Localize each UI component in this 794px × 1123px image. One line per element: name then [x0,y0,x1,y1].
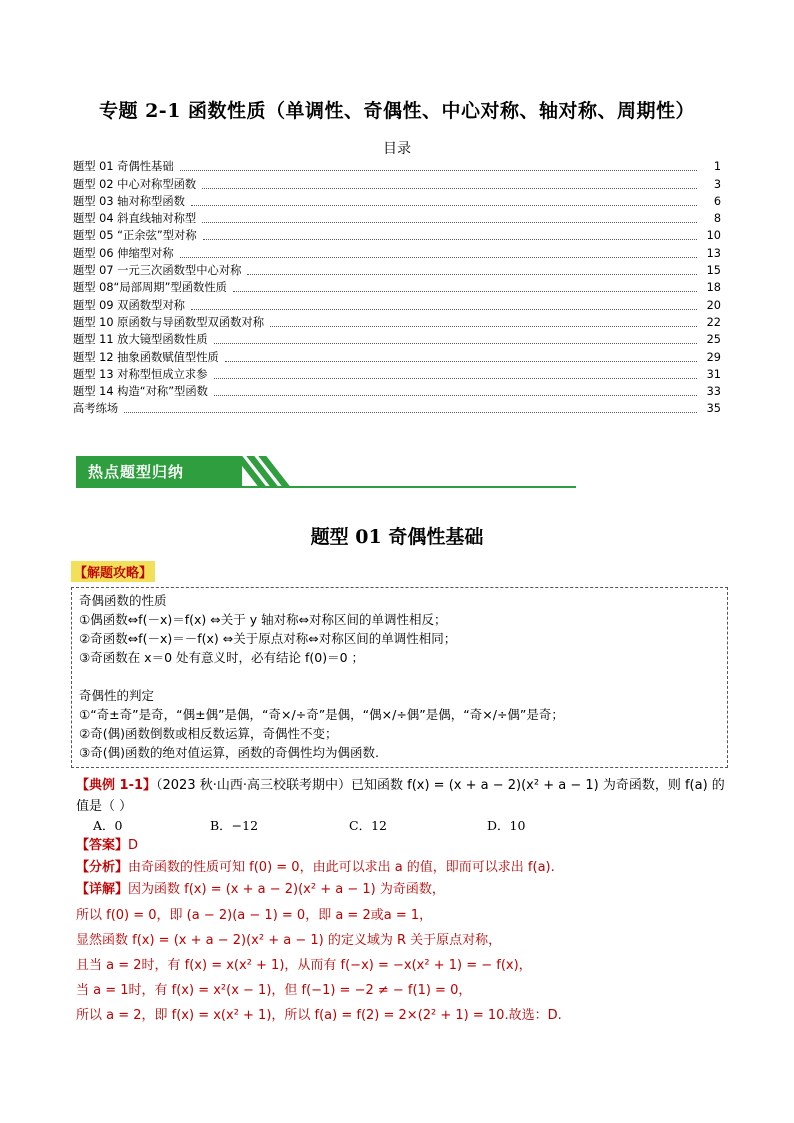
toc-entry-page: 10 [706,229,721,243]
toc-entry-page: 25 [706,333,721,347]
choice-a[interactable]: A．0 [93,818,123,833]
toc-entry-page: 3 [713,177,721,191]
toc-leader-dots [203,239,697,240]
toc-entry[interactable] [73,193,721,210]
toc-entry-label: 题型 02 中心对称型函数 [73,177,197,191]
toc-entry[interactable] [73,400,721,417]
toc-leader-dots [202,188,697,189]
toc-entry-label: 题型 11 放大镜型函数性质 [73,333,208,347]
toc-entry[interactable] [73,383,721,400]
toc-heading: 目录 [383,141,411,157]
toc-entry-page: 8 [713,212,721,226]
toc-leader-dots [270,326,697,327]
toc-entry-page: 31 [706,367,721,381]
toc-entry-label: 题型 14 构造“对称”型函数 [73,385,208,399]
toc-entry-label: 题型 03 轴对称型函数 [73,194,185,208]
toc-leader-dots [214,378,697,379]
toc-leader-dots [233,291,697,292]
section-banner [76,456,576,488]
example-source: （2023 秋·山西·高三校联考期中） [156,778,351,793]
section-title: 题型 01 奇偶性基础 [310,526,484,548]
box-line: 奇偶性的判定 [79,688,155,703]
answer-line [76,834,138,853]
toc-entry-page: 6 [713,194,721,208]
detail-line: 显然函数 f(x) = (x + a − 2)(x² + a − 1) 的定义域为 R 关于原点对称， [76,933,502,948]
toc-entry[interactable] [73,210,721,227]
box-line: ①偶函数⇔f(－x)＝f(x) ⇔关于 y 轴对称⇔对称区间的单调性相反； [79,612,447,627]
detail-line: 所以 a = 2，即 f(x) = x(x² + 1)，所以 f(a) = f(2) = 2×(2² + 1) = 10.故选：D. [76,1008,562,1023]
toc-entry-page: 29 [706,350,721,364]
example-stem-line [76,774,725,793]
banner-underline [76,486,576,488]
strategy-box [71,587,728,768]
example-stem-line-2: 值是（ ） [76,799,133,814]
toc-entry[interactable] [73,262,721,279]
box-line: ②奇(偶)函数倒数或相反数运算，奇偶性不变； [79,726,338,741]
box-line: ③奇(偶)函数的绝对值运算，函数的奇偶性均为偶函数. [79,745,379,760]
table-of-contents [73,158,721,417]
toc-leader-dots [247,274,697,275]
banner-text: 热点题型归纳 [88,463,185,481]
toc-leader-dots [214,395,697,396]
toc-leader-dots [191,309,697,310]
toc-entry-label: 题型 07 一元三次函数型中心对称 [73,264,242,278]
detail-tag: 【详解】 [76,882,129,897]
toc-entry-label: 题型 01 奇偶性基础 [73,160,174,174]
toc-entry-page: 20 [706,298,721,312]
choice-d[interactable]: D．10 [487,818,526,833]
choice-b[interactable]: B．−12 [210,818,259,833]
toc-entry[interactable] [73,296,721,313]
detail-line: 且当 a = 2时，有 f(x) = x(x² + 1)，从而有 f(−x) = −x(x² + 1) = − f(x)， [76,958,532,973]
toc-entry[interactable] [73,158,721,175]
toc-entry-label: 题型 05 “正余弦”型对称 [73,229,197,243]
toc-entry[interactable] [73,331,721,348]
strategy-tag: 【解题攻略】 [71,561,155,582]
toc-entry[interactable] [73,175,721,192]
example-tag: 【典例 1-1】 [76,778,157,793]
detail-line [76,878,445,897]
toc-entry-label: 题型 13 对称型恒成立求参 [73,367,208,381]
toc-entry-label: 高考练场 [73,402,119,416]
toc-entry[interactable] [73,348,721,365]
toc-leader-dots [202,222,697,223]
analysis-line [76,856,555,875]
answer-tag: 【答案】 [76,838,129,853]
toc-entry-page: 33 [706,385,721,399]
answer-value: D [128,838,139,853]
toc-entry-page: 15 [706,264,721,278]
toc-leader-dots [124,412,697,413]
toc-leader-dots [225,361,697,362]
toc-entry-label: 题型 09 双函数型对称 [73,298,185,312]
toc-entry-label: 题型 04 斜直线轴对称型 [73,212,197,226]
analysis-tag: 【分析】 [76,860,129,875]
toc-entry-page: 13 [706,246,721,260]
toc-entry[interactable] [73,314,721,331]
box-line: ②奇函数⇔f(－x)＝－f(x) ⇔关于原点对称⇔对称区间的单调性相同； [79,631,457,646]
toc-entry-label: 题型 10 原函数与导函数型双函数对称 [73,315,265,329]
toc-entry[interactable] [73,227,721,244]
toc-entry-page: 22 [706,315,721,329]
toc-leader-dots [180,257,697,258]
toc-leader-dots [191,205,697,206]
toc-entry[interactable] [73,279,721,296]
document-title: 专题 2-1 函数性质（单调性、奇偶性、中心对称、轴对称、周期性） [98,100,696,122]
toc-entry[interactable] [73,366,721,383]
example-stem: 已知函数 f(x) = (x + a − 2)(x² + a − 1) 为奇函数，则 f(a) 的 [351,778,725,793]
detail-line: 所以 f(0) = 0，即 (a − 2)(a − 1) = 0，即 a = 2或a = 1， [76,908,433,923]
analysis-text: 由奇函数的性质可知 f(0) = 0，由此可以求出 a 的值，即而可以求出 f(a). [128,860,555,875]
toc-entry-label: 题型 06 伸缩型对称 [73,246,174,260]
detail-text: 因为函数 f(x) = (x + a − 2)(x² + a − 1) 为奇函数， [128,882,445,897]
toc-entry-page: 1 [713,160,721,174]
detail-line: 当 a = 1时，有 f(x) = x²(x − 1)，但 f(−1) = −2 ≠ − f(1) = 0， [76,983,472,998]
toc-leader-dots [214,343,697,344]
toc-entry-page: 35 [706,402,721,416]
toc-entry-page: 18 [706,281,721,295]
toc-leader-dots [180,170,697,171]
choice-c[interactable]: C．12 [349,818,387,833]
toc-entry-label: 题型 12 抽象函数赋值型性质 [73,350,219,364]
toc-entry[interactable] [73,244,721,261]
box-line: ③奇函数在 x＝0 处有意义时，必有结论 f(0)＝0 ； [79,650,365,665]
box-line: ①“奇±奇”是奇，“偶±偶”是偶，“奇×/÷奇”是偶，“偶×/÷偶”是偶，“奇×/÷偶”是奇； [79,707,564,722]
box-line: 奇偶函数的性质 [79,593,167,608]
toc-entry-label: 题型 08“局部周期”型函数性质 [73,281,227,295]
